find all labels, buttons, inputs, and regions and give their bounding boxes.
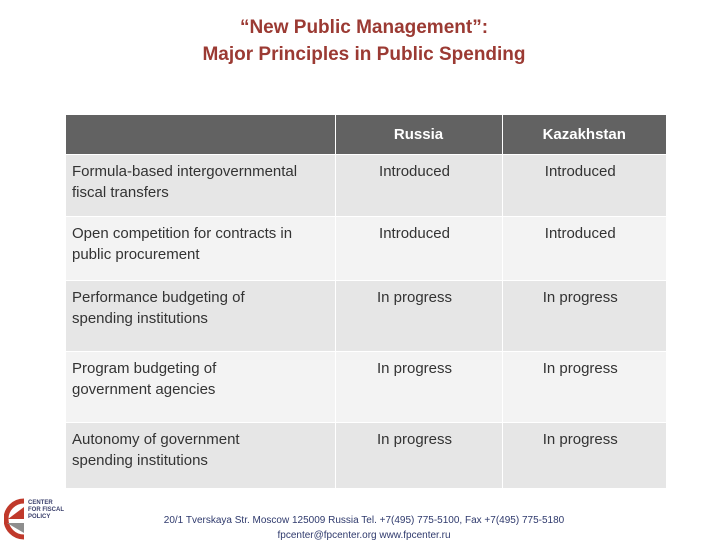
table-row [66, 281, 666, 352]
principle-text: Open competition for contracts in [72, 225, 293, 242]
kazakhstan-status: In progress [502, 352, 666, 423]
title-line-2: Major Principles in Public Spending [202, 44, 526, 65]
principle-text: Formula-based intergovernmental [72, 163, 298, 180]
principle-cell [66, 217, 335, 281]
principle-text: spending institutions [72, 452, 208, 469]
kazakhstan-status: Introduced [502, 217, 666, 281]
footer-web: fpcenter@fpcenter.org www.fpcenter.ru [277, 530, 451, 541]
principle-text: Autonomy of government [72, 431, 240, 448]
principle-text: public procurement [72, 246, 200, 263]
table-row [66, 217, 666, 281]
russia-status: Introduced [335, 155, 502, 217]
kazakhstan-status: In progress [502, 281, 666, 352]
header-principle [66, 115, 335, 155]
principle-text: Program budgeting of [72, 360, 217, 377]
principle-cell [66, 352, 335, 423]
russia-status: In progress [335, 352, 502, 423]
header-kazakhstan: Kazakhstan [502, 115, 666, 155]
principle-cell [66, 281, 335, 352]
principle-text: government agencies [72, 381, 216, 398]
logo-text-line: POLICY [28, 514, 51, 520]
table-header-row [66, 115, 666, 155]
header-russia: Russia [335, 115, 502, 155]
title-line-1: “New Public Management”: [239, 17, 489, 38]
principles-table-container [66, 115, 666, 488]
principle-text: Performance budgeting of [72, 289, 245, 306]
principle-text: fiscal transfers [72, 184, 169, 201]
slide-title [0, 14, 728, 68]
russia-status: In progress [335, 281, 502, 352]
kazakhstan-status: Introduced [502, 155, 666, 217]
principle-text: spending institutions [72, 310, 208, 327]
russia-status: In progress [335, 423, 502, 489]
footer-address: 20/1 Tverskaya Str. Moscow 125009 Russia Tel. +7(495) 775-5100, Fax +7(495) 775-5180 [163, 515, 565, 526]
kazakhstan-status: In progress [502, 423, 666, 489]
table-row [66, 352, 666, 423]
logo-text-line: CENTER [28, 500, 53, 506]
footer-contact [0, 513, 728, 543]
principles-table [66, 115, 666, 488]
logo-text-line: FOR FISCAL [28, 507, 64, 513]
principle-cell [66, 423, 335, 489]
table-row [66, 423, 666, 489]
russia-status: Introduced [335, 217, 502, 281]
principle-cell [66, 155, 335, 217]
table-row [66, 155, 666, 217]
